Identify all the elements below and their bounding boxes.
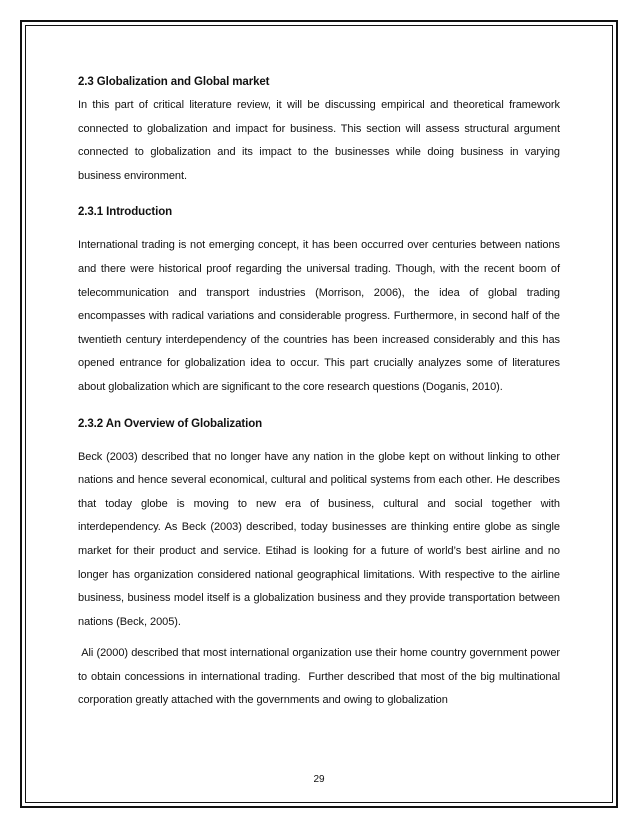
paragraph-intro-review: In this part of critical literature review, it will be discussing empirical and theoretical framework connected to globalization and impact for business. This section will assess structural argument connected to globalization and its impact to the businesses while doing business in varying business environment. <box>78 99 560 182</box>
paragraph-international-trading: International trading is not emerging concept, it has been occurred over centuries between nations and there were historical proof regarding the universal trading. Though, with the recent boom of telecommunication and transport industries (Morrison, 2006), the idea of global trading encompasses with radical variations and considerable progress. Furthermore, in second half of the twentieth century interdependency of the countries has been increased considerably and this has opened entrance for globalization idea to occur. This part crucially analyzes some of literatures about globalization which are significant to the core research questions (Doganis, 2010). <box>78 239 560 393</box>
paragraph-beck: Beck (2003) described that no longer have any nation in the globe kept on without linking to other nations and hence several economical, cultural and political systems from each other. He describes that today globe is moving to new era of business, cultural and social together with interdependency. As Beck (2003) described, today businesses are thinking entire globe as single market for their product and service. Etihad is looking for a future of world’s best airline and no longer has organization considered national geographical limitations. With respective to the airline business, business model itself is a globalization business and they provide transportation between nations (Beck, 2005). <box>78 450 560 628</box>
section-heading-overview-globalization: 2.3.2 An Overview of Globalization <box>78 417 263 430</box>
section-heading-globalization-market: 2.3 Globalization and Global market <box>78 76 270 88</box>
page-number: 29 <box>313 774 325 785</box>
document-body <box>78 70 564 713</box>
section-heading-introduction: 2.3.1 Introduction <box>78 206 173 219</box>
paragraph-ali: Ali (2000) described that most international organization use their home country government power to obtain concessions in international trading. Further described that most of the big multinational corporation greatly attached with the governments and owing to globalization <box>78 647 564 707</box>
